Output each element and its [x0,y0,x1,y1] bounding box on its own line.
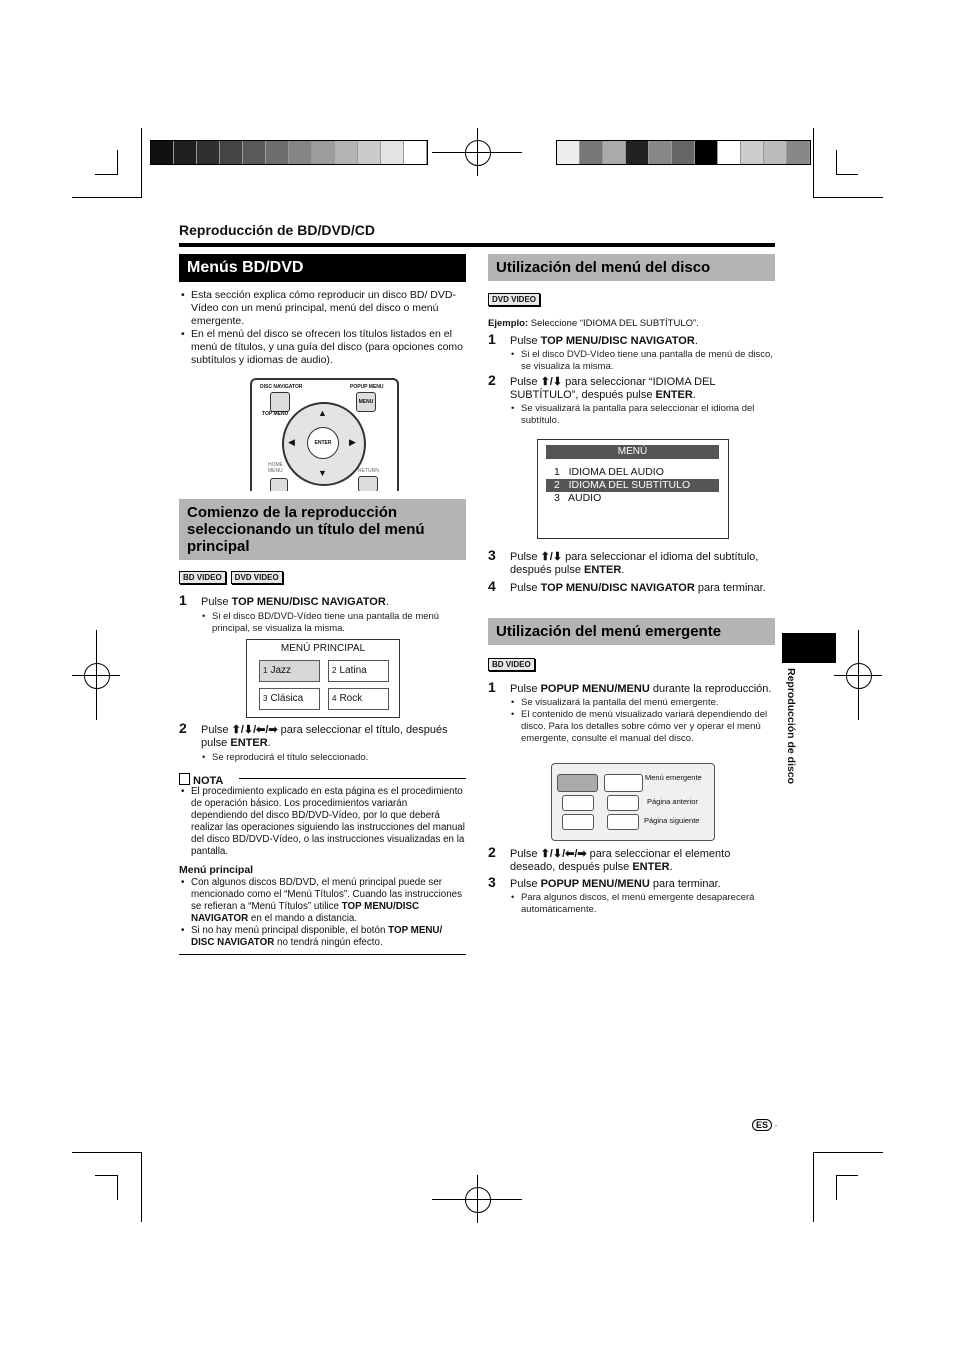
popup-step-1: 1 Pulse POPUP MENU/MENU durante la reproducción. • Se visualizará la pantalla del menú emergente. • El contenido de menú visualizado variará dependiendo del disco. Para los detalles sobre cómo ver y operar el menú emergente, consulte el manual del disco. [488,683,776,745]
color-swatch [335,141,358,164]
side-tab-block [782,633,836,663]
color-swatch [672,141,695,164]
nota-bullet: • Si no hay menú principal disponible, el botón TOP MENU/ DISC NAVIGATOR no tendrá ningún efecto. [179,925,466,949]
menu-item[interactable]: 2 Latina [328,660,389,682]
step-2: 2 Pulse ⬆/⬇/⬅/➡ para seleccionar el título, después pulse ENTER. • Se reproducirá el título seleccionado. [179,724,467,764]
color-swatch [695,141,718,164]
color-swatch [764,141,787,164]
color-swatch [787,141,810,164]
disc-step-3: 3 Pulse ⬆/⬇ para seleccionar el idioma del subtítulo, después pulse ENTER. [488,547,759,576]
popup-button[interactable] [562,814,594,830]
dpad [282,402,366,486]
disc-menu-item[interactable]: 3 AUDIO [554,492,602,504]
color-swatch [626,141,649,164]
side-tab-label: Reproducción de disco [785,668,797,785]
color-swatch [404,141,427,164]
nota-box [179,771,466,955]
registration-mark-right [834,630,882,720]
popup-menu-button: MENU [356,392,376,412]
menu-item[interactable]: 1 Jazz [259,660,320,682]
page-footer [752,1119,778,1131]
color-swatch [381,141,404,164]
home-button [270,478,288,491]
color-swatch [197,141,220,164]
popup-menu-screen [551,763,715,841]
home-menu-label: HOME MENU [268,462,283,474]
note-icon [179,773,190,785]
dvd-video-badge: DVD VIDEO [231,571,283,584]
nota-subheading: Menú principal [179,864,254,876]
remote-illustration [250,378,399,491]
popup-button[interactable] [607,795,639,811]
popup-step-3: 3 Pulse POPUP MENU/MENU para terminar. • Para algunos discos, el menú emergente desaparecerá automáticamente. [488,878,776,916]
disc-step-4: 4 Pulse TOP MENU/DISC NAVIGATOR para terminar. [488,578,766,594]
header-rule [179,243,775,247]
color-bar-right [556,140,811,165]
enter-button: ENTER [307,427,339,459]
dvd-video-badge: DVD VIDEO [488,293,540,306]
popup-label: Menú emergente [645,773,702,782]
disc-menu-item[interactable]: 2 IDIOMA DEL SUBTÍTULO [546,479,719,492]
color-swatch [220,141,243,164]
popup-step-2: 2 Pulse ⬆/⬇/⬅/➡ para seleccionar el elemento deseado, después pulse ENTER. [488,844,731,873]
section-title-popup-menu: Utilización del menú emergente [488,618,775,645]
section-header: Reproducción de BD/DVD/CD [179,222,376,238]
disc-navigator-label: DISC NAVIGATOR [260,384,303,390]
disc-menu-title: MENÚ [546,445,719,459]
section-title-menus: Menús BD/DVD [179,254,466,282]
intro-bullet: • Esta sección explica cómo reproducir un disco BD/ DVD-Vídeo con un menú principal, menú del disco o menú emergente. [179,289,467,328]
color-swatch [243,141,266,164]
registration-mark-top [432,128,522,176]
popup-button[interactable] [557,774,598,792]
arrow-up-icon: ▲ [318,408,327,418]
step-note: • Si el disco BD/DVD-Vídeo tiene una pantalla de menú principal, se visualiza la misma. [201,611,467,635]
popup-menu-label: POPUP MENU [350,384,384,390]
color-bar-left [150,140,428,165]
popup-button[interactable] [562,795,594,811]
bd-video-badge: BD VIDEO [488,658,535,671]
example-line: Ejemplo: Seleccione “IDIOMA DEL SUBTÍTULO”. [488,318,699,329]
return-label: RETURN [358,468,379,474]
language-badge: ES [752,1119,772,1131]
arrow-left-icon: ◀ [288,437,295,447]
color-swatch [312,141,335,164]
page-dot: · [774,1120,778,1130]
main-menu-screen [246,639,400,718]
color-swatch [603,141,626,164]
color-swatch [718,141,741,164]
step-1: 1 Pulse TOP MENU/DISC NAVIGATOR. • Si el disco BD/DVD-Vídeo tiene una pantalla de menú principal, se visualiza la misma. [179,596,467,635]
subsection-title-main-menu: Comienzo de la reproducción seleccionando un título del menú principal [179,499,466,560]
section-title-disc-menu: Utilización del menú del disco [488,254,775,281]
color-swatch [358,141,381,164]
arrow-right-icon: ▶ [349,437,356,447]
arrow-down-icon: ▼ [318,468,327,478]
disc-menu-screen [537,439,729,539]
color-swatch [289,141,312,164]
top-menu-label: TOP MENU [262,411,289,417]
disc-step-1: 1 Pulse TOP MENU/DISC NAVIGATOR. • Si el disco DVD-Vídeo tiene una pantalla de menú de disco, se visualiza la misma. [488,335,776,373]
disc-step-2: 2 Pulse ⬆/⬇ para seleccionar “IDIOMA DEL SUBTÍTULO”, después pulse ENTER. • Se visualizará la pantalla para seleccionar el idioma del subtítulo. [488,376,776,427]
color-swatch [649,141,672,164]
popup-label: Página siguiente [644,816,700,825]
menu-item[interactable]: 4 Rock [328,688,389,710]
registration-mark-left [72,630,120,720]
nota-label: NOTA [193,775,224,787]
intro-bullet: • En el menú del disco se ofrecen los títulos listados en el menú de títulos, y una guía del disco (para opciones como subtítulos y idiomas de audio). [179,328,467,367]
popup-button[interactable] [604,774,643,792]
color-swatch [151,141,174,164]
popup-button[interactable] [607,814,639,830]
format-badges [179,567,288,585]
bd-video-badge: BD VIDEO [179,571,226,584]
color-swatch [580,141,603,164]
disc-menu-item[interactable]: 1 IDIOMA DEL AUDIO [554,466,664,478]
step-note: • Se reproducirá el título seleccionado. [201,752,467,764]
popup-label: Página anterior [647,797,698,806]
nota-bullet: • El procedimiento explicado en esta página es el procedimiento de operación básico. Los procedimientos variarán dependiendo del disco BD/DVD-Vídeo, por lo que deberá realizar las operaciones siguiendo las instrucciones del manual del disco BD/DVD-Vídeo, o las instrucciones visualizadas en la pantalla. [179,786,466,858]
color-swatch [266,141,289,164]
nota-bullet: • Con algunos discos BD/DVD, el menú principal puede ser mencionado como el “Menú Títulos”. Cuando las instrucciones se refieran a “Menú Títulos” utilice TOP MENU/DISC NAVIGATOR en el mando a distancia. [179,877,466,925]
main-menu-title: MENÚ PRINCIPAL [280,643,366,654]
registration-mark-bottom [432,1175,522,1223]
menu-item[interactable]: 3 Clásica [259,688,320,710]
color-swatch [557,141,580,164]
return-button [358,476,378,491]
intro-list [179,289,467,367]
color-swatch [174,141,197,164]
color-swatch [741,141,764,164]
top-menu-button [270,392,290,412]
